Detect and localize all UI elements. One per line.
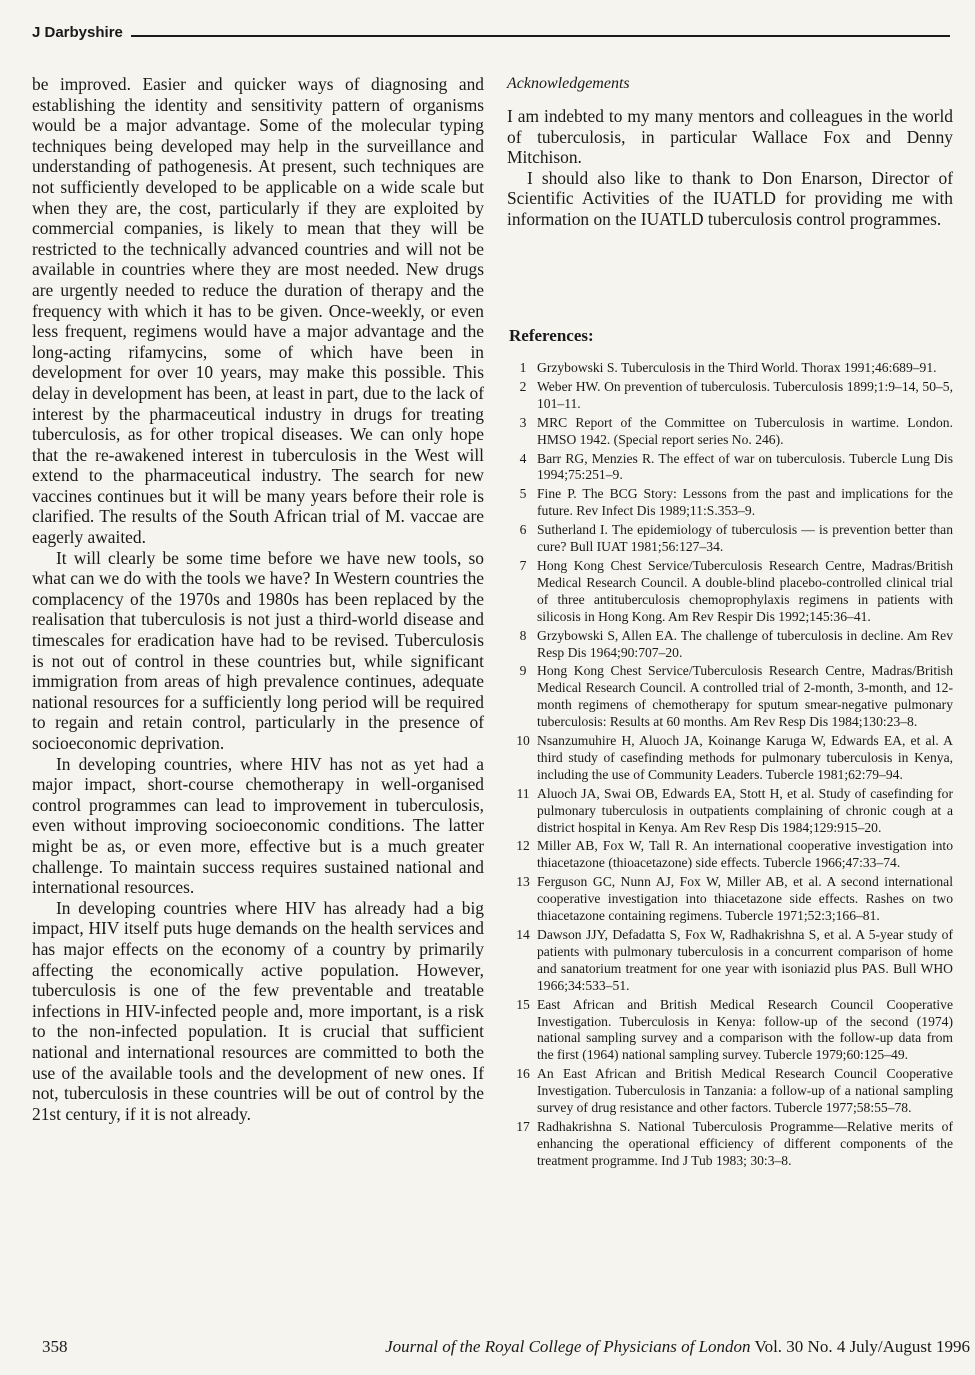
reference-item bbox=[509, 838, 953, 872]
reference-item bbox=[509, 558, 953, 626]
acknowledgements-paragraph: I am indebted to my many mentors and colleagues in the world of tuberculosis, in particular Wallace Fox and Denny Mitchison. bbox=[507, 106, 953, 168]
reference-text: Nsanzumuhire H, Aluoch JA, Koinange Karuga W, Edwards EA, et al. A third study of casefinding methods for pulmonary tuberculosis in Kenya, including the use of Community Leaders. Tubercle 1981;62:79–94. bbox=[537, 733, 953, 782]
reference-text: Radhakrishna S. National Tuberculosis Programme—Relative merits of enhancing the operational efficiency of different components of the treatment programme. Ind J Tub 1983; 30:3–8. bbox=[537, 1118, 953, 1168]
reference-item bbox=[509, 486, 953, 520]
reference-text: East African and British Medical Research Council Cooperative Investigation. Tuberculosis in Kenya: follow-up of the second (1974) national sampling survey and a comparison with the follow-up data from the first (1964) national sampling survey. Tubercle 1979;60:125–49. bbox=[537, 996, 953, 1063]
reference-text: MRC Report of the Committee on Tuberculosis in wartime. London. HMSO 1942. (Special report series No. 246). bbox=[537, 414, 953, 447]
reference-number: 17 bbox=[516, 1118, 530, 1134]
reference-text: Hong Kong Chest Service/Tuberculosis Research Centre, Madras/British Medical Research Council. A controlled trial of 2-month, 3-month, and 12-month regimens of chemotherapy for sputum smear-negative pulmonary tuberculosis: Results at 60 months. Am Rev Resp Dis 1984;130:23–8. bbox=[537, 663, 953, 730]
reference-number: 5 bbox=[519, 486, 527, 502]
reference-item bbox=[509, 874, 953, 925]
references-heading: References: bbox=[509, 326, 594, 345]
reference-item bbox=[509, 997, 953, 1065]
reference-text: Grzybowski S, Allen EA. The challenge of tuberculosis in decline. Am Rev Resp Dis 1964;90:707–20. bbox=[537, 627, 953, 660]
reference-text: Barr RG, Menzies R. The effect of war on tuberculosis. Tubercle Lung Dis 1994;75:251–9. bbox=[537, 450, 953, 483]
reference-text: Hong Kong Chest Service/Tuberculosis Research Centre, Madras/British Medical Research Council. A double-blind placebo-controlled clinical trial of three antituberculosis chemoprophylaxis regimens in patients with silicosis in Hong Kong. Am Rev Respir Dis 1992;145:36–41. bbox=[537, 557, 953, 624]
journal-citation bbox=[385, 1336, 970, 1358]
acknowledgements-section bbox=[507, 74, 953, 230]
reference-number: 3 bbox=[519, 414, 527, 430]
reference-number: 11 bbox=[516, 785, 530, 801]
reference-number: 14 bbox=[516, 927, 530, 942]
reference-number: 7 bbox=[519, 557, 527, 573]
reference-text: Grzybowski S. Tuberculosis in the Third World. Thorax 1991;46:689–91. bbox=[537, 360, 937, 375]
reference-number: 13 bbox=[516, 874, 530, 890]
reference-text: Sutherland I. The epidemiology of tuberculosis — is prevention better than cure? Bull IUAT 1981;56:127–34. bbox=[537, 522, 953, 555]
reference-item bbox=[509, 379, 953, 413]
running-head-author: J Darbyshire bbox=[32, 24, 123, 41]
page-number: 358 bbox=[42, 1337, 68, 1356]
reference-item bbox=[509, 663, 953, 731]
reference-item bbox=[509, 451, 953, 485]
reference-list bbox=[509, 360, 953, 1172]
reference-text: Fine P. The BCG Story: Lessons from the past and implications for the future. Rev Infect Dis 1989;11:S.353–9. bbox=[537, 486, 953, 519]
running-header bbox=[32, 20, 950, 42]
reference-number: 15 bbox=[516, 996, 530, 1012]
body-paragraph: be improved. Easier and quicker ways of diagnosing and establishing the identity and sensitivity pattern of organisms would be a major advantage. Some of the molecular typing techniques being developed may help in the surveillance and understanding of pathogenesis. At present, such techniques are not sufficiently developed to be applicable on a wide scale but when they are, the cost, particularly if they are exploited by commercial companies, is likely to mean that they will be restricted to the technically advanced countries and will not be available in countries where they are most needed. New drugs are urgently needed to reduce the duration of therapy and the frequency with which it has to be given. Once-weekly, or even less frequent, regimens would have a major advantage and the long-acting rifamycins, some of which have been in development for over 10 years, may make this possible. This delay in development has been, at least in part, due to the lack of interest by the pharmaceutical industry in drugs for treating tuberculosis, as for other tropical diseases. We can only hope that the re-awakened interest in tuberculosis in the West will extend to the pharmaceutical industry. The search for new vaccines continues but it will be many years before their role is clarified. The results of the South African trial of M. vaccae are eagerly awaited. bbox=[32, 74, 484, 548]
reference-number: 2 bbox=[519, 378, 527, 394]
reference-number: 1 bbox=[519, 360, 527, 375]
acknowledgements-paragraph: I should also like to thank to Don Enarson, Director of Scientific Activities of the IUATLD for providing me with information on the IUATLD tuberculosis control programmes. bbox=[507, 167, 953, 229]
reference-number: 9 bbox=[519, 663, 527, 679]
acknowledgements-heading: Acknowledgements bbox=[507, 75, 630, 92]
reference-item bbox=[509, 628, 953, 662]
reference-item bbox=[509, 522, 953, 556]
reference-number: 16 bbox=[516, 1066, 530, 1082]
reference-number: 4 bbox=[519, 450, 527, 466]
reference-text: Weber HW. On prevention of tuberculosis. Tuberculosis 1899;1:9–14, 50–5, 101–11. bbox=[537, 378, 953, 411]
header-rule bbox=[131, 35, 950, 37]
reference-item bbox=[509, 927, 953, 995]
reference-item bbox=[509, 415, 953, 449]
journal-name: Journal of the Royal College of Physicians of London bbox=[385, 1337, 751, 1356]
reference-number: 6 bbox=[519, 522, 527, 538]
reference-text: Ferguson GC, Nunn AJ, Fox W, Miller AB, et al. A second international cooperative investigation into thiacetazone side effects. Rashes on two thiacetazone containing regimens. Tubercle 1971;52:3;166–81. bbox=[537, 874, 953, 924]
reference-item bbox=[509, 1066, 953, 1117]
body-paragraph: In developing countries, where HIV has not as yet had a major impact, short-course chemotherapy in well-organised control programmes can lead to improvement in tuberculosis, even without improving socioeconomic conditions. The latter might be as, or even more, effective but is a much greater challenge. To maintain success requires sustained national and international resources. bbox=[32, 753, 484, 898]
reference-number: 10 bbox=[516, 733, 530, 749]
body-paragraph: In developing countries where HIV has already had a big impact, HIV itself puts huge demands on the health services and has major effects on the economy of a country by primarily affecting the economically active population. However, tuberculosis is one of the few preventable and treatable infections in HIV-infected people and, more important, is a risk to the non-infected population. It is crucial that sufficient national and international resources are committed to both the use of the available tools and the development of new ones. If not, tuberculosis in these countries will be out of control by the 21st century, if it is not already. bbox=[32, 897, 484, 1124]
reference-number: 8 bbox=[519, 627, 527, 643]
body-text-column bbox=[32, 74, 484, 1124]
reference-text: Aluoch JA, Swai OB, Edwards EA, Stott H, et al. Study of casefinding for pulmonary tuberculosis in outpatients complaining of chronic cough at a district hospital in Kenya. Am Rev Resp Dis 1984;129:915–20. bbox=[537, 785, 953, 835]
reference-item bbox=[509, 733, 953, 784]
body-paragraph: It will clearly be some time before we have new tools, so what can we do with the tools we have? In Western countries the complacency of the 1970s and 1980s has been replaced by the realisation that tuberculosis is not just a third-world disease and timescales for eradication have had to be revised. Tuberculosis is not out of control in these countries but, while significant immigration from areas of high prevalence continues, adequate national resources for a sufficiently long period will be required to regain and retain control, particularly in the presence of socioeconomic deprivation. bbox=[32, 547, 484, 753]
reference-item bbox=[509, 1119, 953, 1170]
reference-number: 12 bbox=[516, 838, 530, 854]
reference-item bbox=[509, 360, 953, 377]
journal-issue: Vol. 30 No. 4 July/August 1996 bbox=[754, 1337, 970, 1356]
reference-item bbox=[509, 786, 953, 837]
reference-text: Dawson JJY, Defadatta S, Fox W, Radhakrishna S, et al. A 5-year study of patients with pulmonary tuberculosis in a concurrent comparison of home and sanatorium treatment for one year with isoniazid plus PAS. Bull WHO 1966;34:533–51. bbox=[537, 927, 953, 993]
reference-text: An East African and British Medical Research Council Cooperative Investigation. Tuberculosis in Tanzania: a follow-up of a national sampling survey of drug resistance and other factors. Tubercle 1977;58:55–78. bbox=[537, 1066, 953, 1116]
reference-text: Miller AB, Fox W, Tall R. An international cooperative investigation into thiacetazone (thioacetazone) side effects. Tubercle 1966;47:33–74. bbox=[537, 838, 953, 871]
